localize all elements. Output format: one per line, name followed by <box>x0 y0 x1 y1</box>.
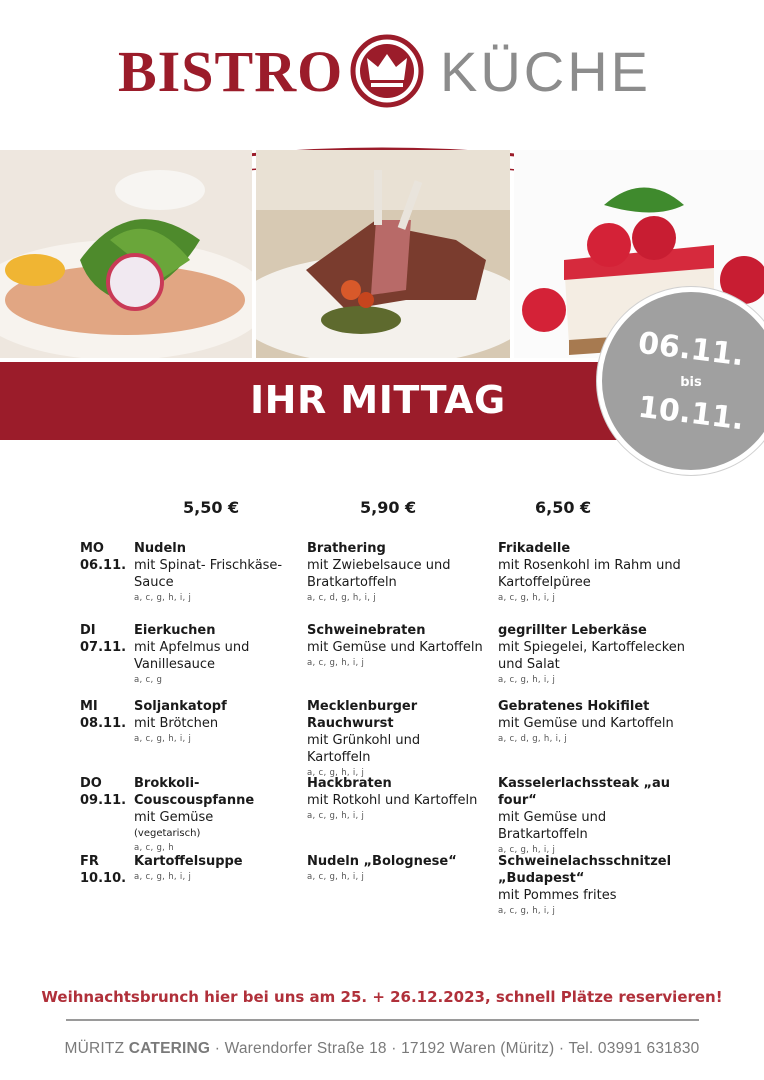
dish-name: Nudeln <box>134 541 186 556</box>
dish-name: Soljankatopf <box>134 699 227 714</box>
dish-name: Gebratenes Hokifilet <box>498 699 650 714</box>
day-label-fr <box>80 853 126 887</box>
menu-item <box>498 622 688 687</box>
date-separator: bis <box>680 375 702 390</box>
day-label-mi <box>80 698 126 732</box>
dish-name: Eierkuchen <box>134 623 216 638</box>
dish-description: mit Pommes frites <box>498 888 617 903</box>
day-date: 10.10. <box>80 871 127 886</box>
day-label-di <box>80 622 126 656</box>
dish-description: mit Spiegelei, Kartoffelecken und Salat <box>498 640 686 672</box>
menu-item <box>498 853 673 918</box>
footer-brand-bold: CATERING <box>128 1040 211 1057</box>
logo-kueche-text: KÜCHE <box>440 40 652 103</box>
menu-item <box>307 698 487 780</box>
footer-divider <box>66 1019 699 1021</box>
dish-name: Brokkoli- Couscouspfanne <box>134 776 255 808</box>
day-abbr: DI <box>80 623 96 638</box>
dish-description: mit Gemüse und Bratkartoffeln <box>498 810 607 842</box>
dish-name: Frikadelle <box>498 541 571 556</box>
dish-allergens: a, c, d, g, h, i, j <box>307 593 376 603</box>
dish-allergens: a, c, g, h, i, j <box>307 811 365 821</box>
logo-bistro-text: BISTRO <box>118 39 344 104</box>
dish-name: Schweinebraten <box>307 623 426 638</box>
price-column-1: 5,50 € <box>183 498 240 517</box>
dish-name: Mecklenburger Rauchwurst <box>307 699 418 731</box>
dish-allergens: a, c, g, h, i, j <box>498 593 556 603</box>
menu-item <box>498 775 688 857</box>
photo-salad-plate <box>0 150 252 358</box>
day-abbr: DO <box>80 776 102 791</box>
day-date: 06.11. <box>80 558 127 573</box>
dish-description: mit Spinat- Frischkäse-Sauce <box>134 558 283 590</box>
dish-allergens: a, c, g, h, i, j <box>134 872 192 882</box>
day-label-do <box>80 775 126 809</box>
dish-allergens: a, c, g, h, i, j <box>134 734 192 744</box>
date-to: 10.11. <box>636 389 746 438</box>
dish-description: mit Apfelmus und Vanillesauce <box>134 640 250 672</box>
dish-allergens: a, c, g, h, i, j <box>307 658 365 668</box>
menu-item <box>134 853 304 884</box>
dish-name: Brathering <box>307 541 386 556</box>
day-abbr: MI <box>80 699 98 714</box>
dish-allergens: a, c, d, g, h, i, j <box>498 734 567 744</box>
menu-item <box>307 853 487 884</box>
date-from: 06.11. <box>636 325 746 374</box>
dish-description: mit Rosenkohl im Rahm und Kartoffelpüree <box>498 558 681 590</box>
dish-description: mit Gemüse und Kartoffeln <box>498 716 674 731</box>
dish-name: Hackbraten <box>307 776 392 791</box>
dish-allergens: a, c, g, h, i, j <box>307 872 365 882</box>
dish-name: Kasselerlachssteak „au four“ <box>498 776 671 808</box>
dish-name: Kartoffelsuppe <box>134 854 243 869</box>
page-title: IHR MITTAG <box>250 378 506 422</box>
dish-description: mit Gemüse und Kartoffeln <box>307 640 483 655</box>
dish-allergens: a, c, g, h <box>134 843 174 853</box>
dish-description: mit Brötchen <box>134 716 219 731</box>
dish-allergens: a, c, g, h, i, j <box>498 675 556 685</box>
menu-item <box>307 540 487 605</box>
day-abbr: MO <box>80 541 104 556</box>
price-column-2: 5,90 € <box>360 498 417 517</box>
menu-item <box>134 622 304 687</box>
dish-name: Schweinelachsschnitzel „Budapest“ <box>498 854 672 886</box>
photo-lamb-rack <box>256 150 510 358</box>
dish-description: mit Zwiebelsauce und Bratkartoffeln <box>307 558 451 590</box>
menu-item <box>498 540 688 605</box>
day-date: 08.11. <box>80 716 127 731</box>
dish-description: mit Gemüse <box>134 810 214 825</box>
menu-item <box>134 698 304 746</box>
date-range-badge <box>597 287 764 475</box>
dish-allergens: a, c, g, h, i, j <box>498 906 556 916</box>
day-label-mo <box>80 540 126 574</box>
dish-name: Nudeln „Bolognese“ <box>307 854 457 869</box>
footer-address: · Warendorfer Straße 18 · 17192 Waren (Müritz) · Tel. 03991 631830 <box>214 1040 700 1057</box>
promo-banner: Weihnachtsbrunch hier bei uns am 25. + 26.12.2023, schnell Plätze reservieren! <box>41 988 723 1006</box>
dish-name: gegrillter Leberkäse <box>498 623 647 638</box>
menu-item <box>134 775 304 855</box>
dish-note: (vegetarisch) <box>134 828 201 839</box>
dish-allergens: a, c, g, h, i, j <box>307 768 365 778</box>
menu-item <box>307 775 487 823</box>
day-date: 07.11. <box>80 640 127 655</box>
dish-description: mit Rotkohl und Kartoffeln <box>307 793 478 808</box>
day-date: 09.11. <box>80 793 127 808</box>
menu-item <box>498 698 688 746</box>
day-abbr: FR <box>80 854 99 869</box>
footer-contact <box>0 1040 764 1058</box>
menu-item <box>307 622 487 670</box>
dish-description: mit Grünkohl und Kartoffeln <box>307 733 421 765</box>
price-column-3: 6,50 € <box>535 498 592 517</box>
dish-allergens: a, c, g, h, i, j <box>134 593 192 603</box>
footer-brand-light: MÜRITZ <box>64 1040 125 1057</box>
menu-item <box>134 540 304 605</box>
crown-icon <box>350 34 424 108</box>
dish-allergens: a, c, g, h, i, j <box>498 845 556 855</box>
logo <box>0 28 764 108</box>
dish-allergens: a, c, g <box>134 675 163 685</box>
